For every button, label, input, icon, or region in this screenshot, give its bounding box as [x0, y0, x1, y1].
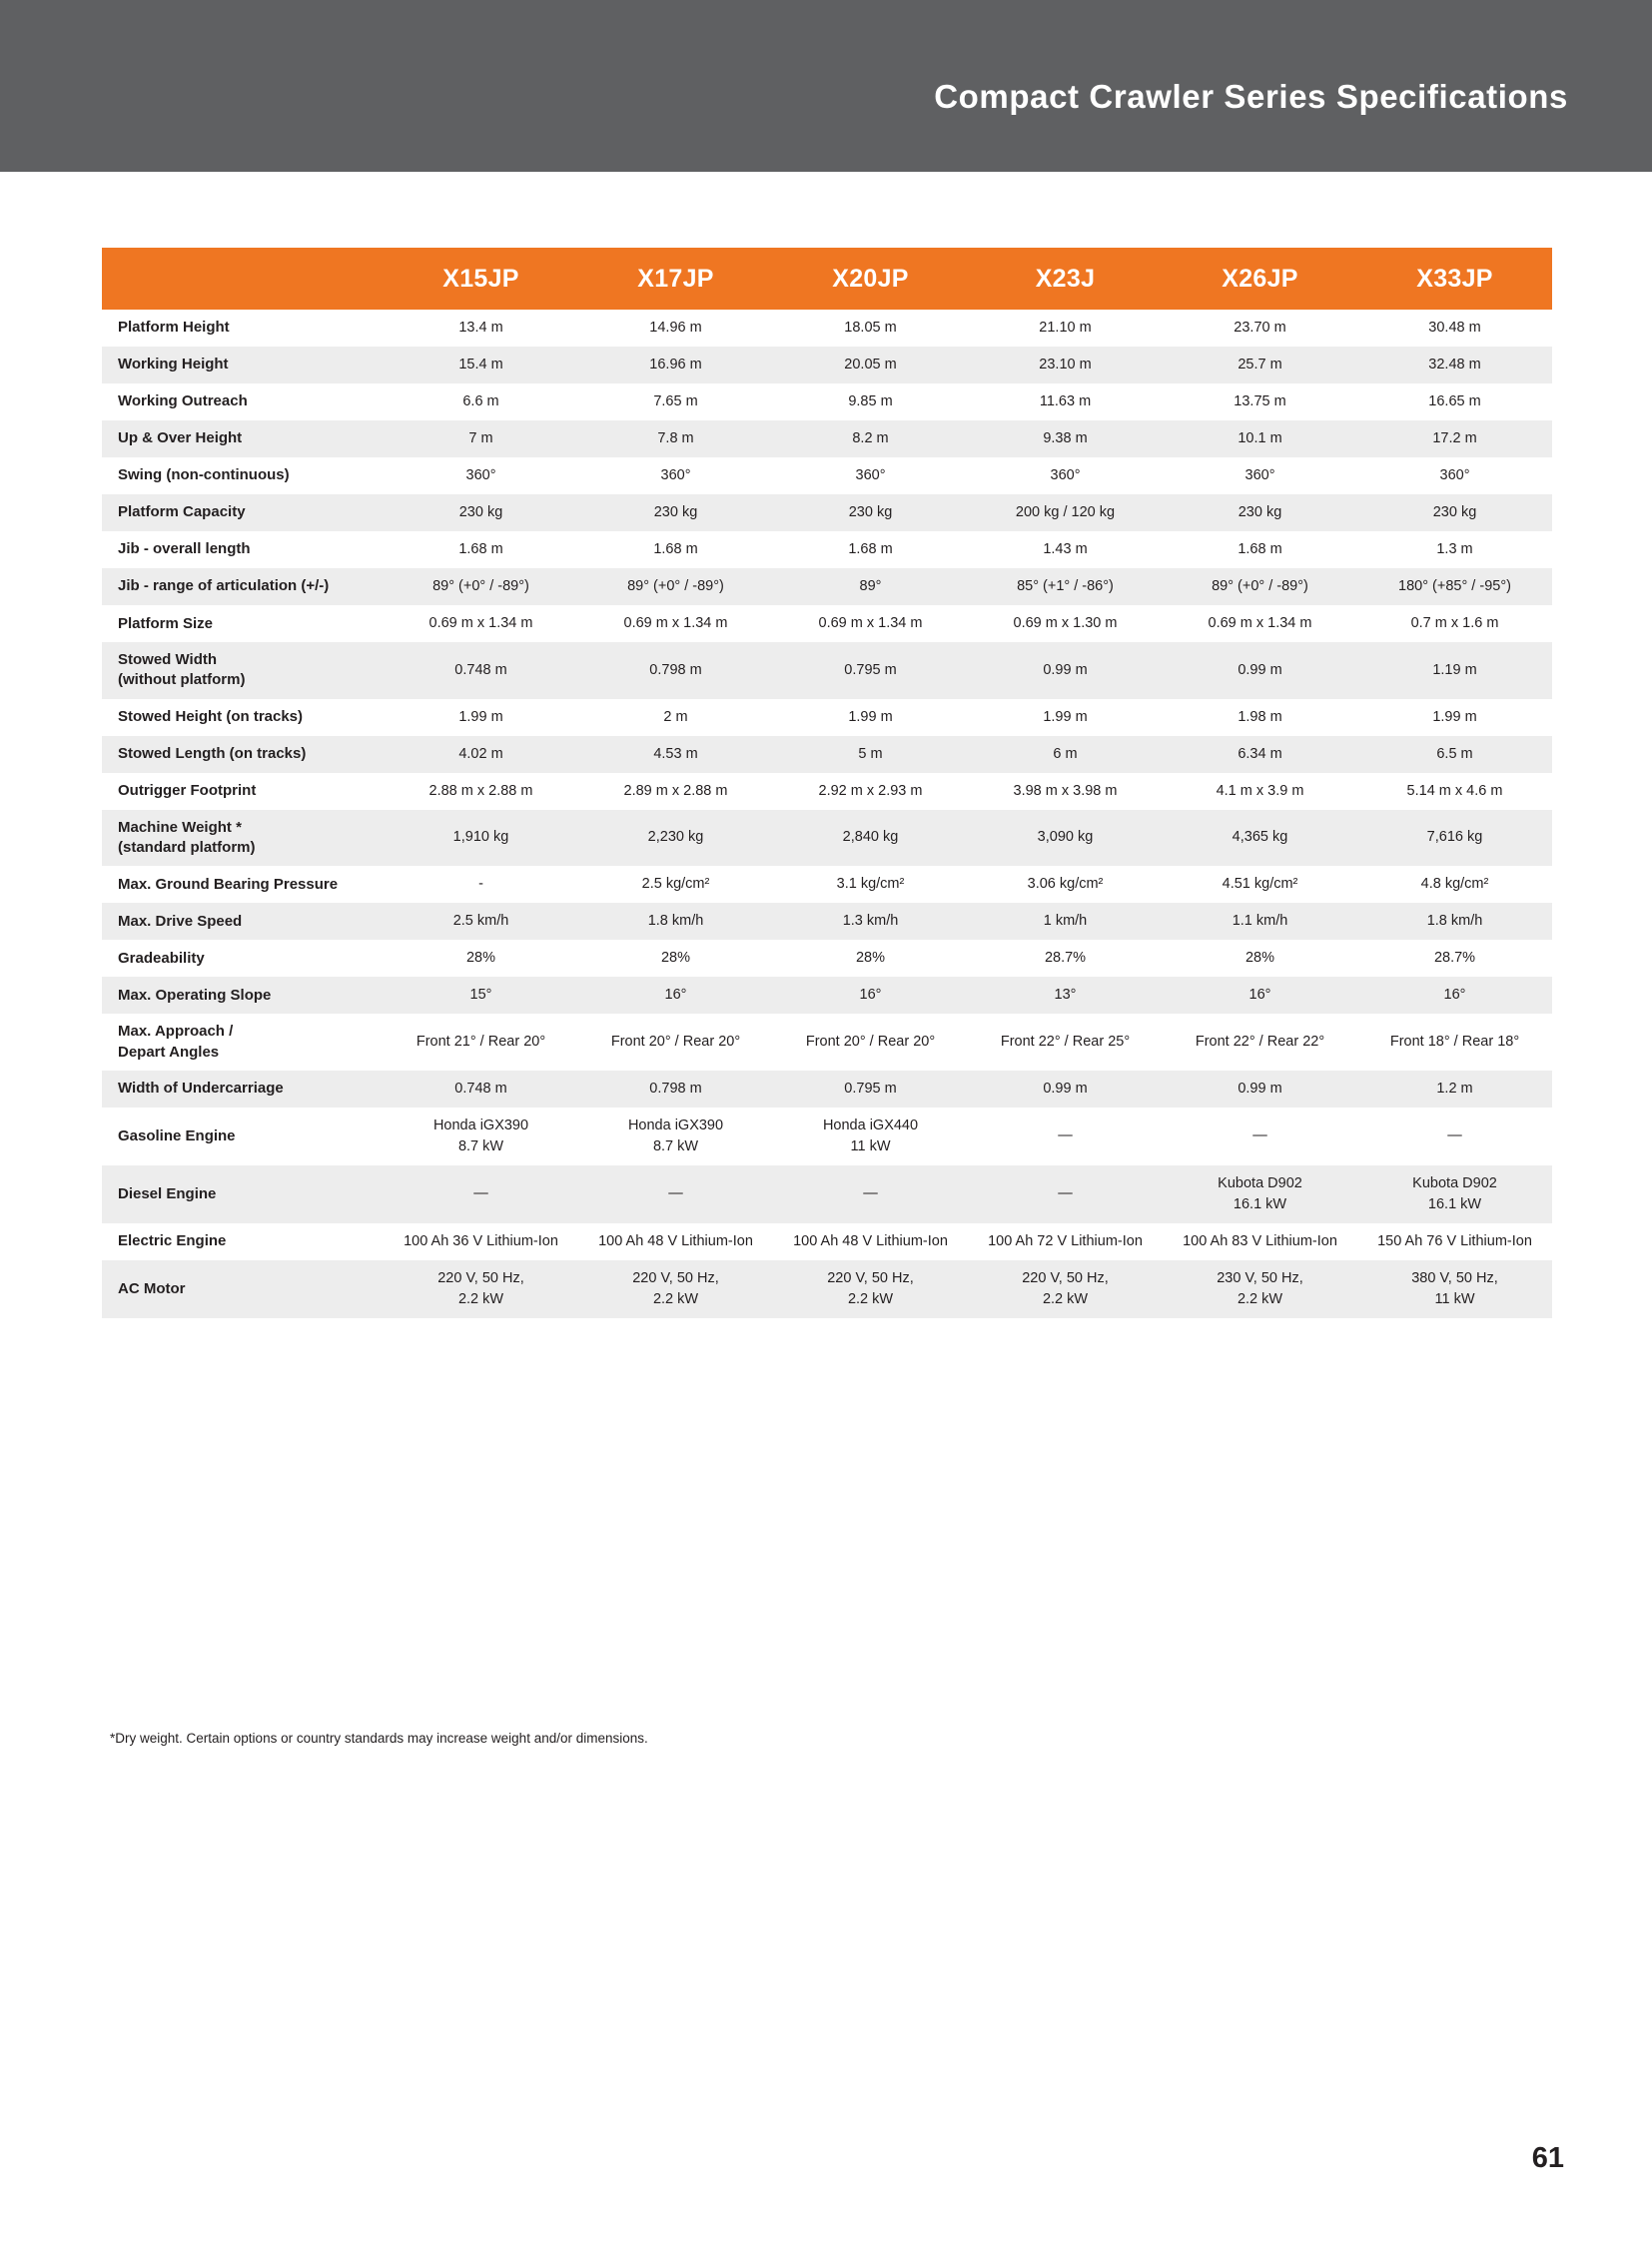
row-value: 4.51 kg/cm²	[1163, 866, 1357, 903]
row-value: 11.63 m	[968, 383, 1163, 420]
row-value: 28%	[773, 940, 968, 977]
row-value: 16°	[773, 977, 968, 1014]
row-value: Front 18° / Rear 18°	[1357, 1014, 1552, 1071]
row-value: 1.99 m	[1357, 699, 1552, 736]
row-value: 9.38 m	[968, 420, 1163, 457]
row-value: 180° (+85° / -95°)	[1357, 568, 1552, 605]
row-value: Kubota D902 16.1 kW	[1357, 1165, 1552, 1223]
row-value: 230 V, 50 Hz, 2.2 kW	[1163, 1260, 1357, 1318]
row-value: —	[968, 1165, 1163, 1223]
row-value: 28%	[1163, 940, 1357, 977]
row-value: 0.798 m	[578, 1071, 773, 1108]
row-value: 2 m	[578, 699, 773, 736]
table-row	[102, 940, 1552, 977]
row-value: 1.68 m	[773, 531, 968, 568]
row-value: —	[968, 1108, 1163, 1165]
row-value: -	[384, 866, 578, 903]
row-value: 360°	[578, 457, 773, 494]
row-value: 0.748 m	[384, 1071, 578, 1108]
row-value: 16°	[1357, 977, 1552, 1014]
row-label: Width of Undercarriage	[102, 1071, 384, 1108]
column-header-x33jp: X33JP	[1357, 248, 1552, 310]
row-value: 1.99 m	[968, 699, 1163, 736]
row-value: —	[1163, 1108, 1357, 1165]
row-value: 16°	[578, 977, 773, 1014]
row-value: 3.1 kg/cm²	[773, 866, 968, 903]
row-value: 7,616 kg	[1357, 810, 1552, 867]
row-value: 0.7 m x 1.6 m	[1357, 605, 1552, 642]
row-label: Max. Approach / Depart Angles	[102, 1014, 384, 1071]
row-value: 220 V, 50 Hz, 2.2 kW	[578, 1260, 773, 1318]
table-row	[102, 1260, 1552, 1318]
row-value: Front 22° / Rear 25°	[968, 1014, 1163, 1071]
row-label: Swing (non-continuous)	[102, 457, 384, 494]
table-row	[102, 568, 1552, 605]
row-value: 2.5 km/h	[384, 903, 578, 940]
row-value: 25.7 m	[1163, 347, 1357, 383]
row-value: 230 kg	[384, 494, 578, 531]
row-label: Machine Weight * (standard platform)	[102, 810, 384, 867]
table-row	[102, 642, 1552, 699]
row-value: 28%	[384, 940, 578, 977]
row-value: 0.748 m	[384, 642, 578, 699]
table-row	[102, 605, 1552, 642]
row-value: 1.99 m	[773, 699, 968, 736]
row-value: 89° (+0° / -89°)	[578, 568, 773, 605]
table-row	[102, 1108, 1552, 1165]
row-value: 2.92 m x 2.93 m	[773, 773, 968, 810]
table-row	[102, 310, 1552, 347]
row-label: Gradeability	[102, 940, 384, 977]
table-row	[102, 810, 1552, 867]
row-value: 0.99 m	[1163, 642, 1357, 699]
row-value: 16°	[1163, 977, 1357, 1014]
row-value: 89°	[773, 568, 968, 605]
row-value: 0.798 m	[578, 642, 773, 699]
row-value: 89° (+0° / -89°)	[384, 568, 578, 605]
row-value: 1,910 kg	[384, 810, 578, 867]
row-value: 1.19 m	[1357, 642, 1552, 699]
specifications-table	[102, 248, 1552, 1318]
row-value: 16.65 m	[1357, 383, 1552, 420]
row-value: Front 21° / Rear 20°	[384, 1014, 578, 1071]
row-value: 13°	[968, 977, 1163, 1014]
table-row	[102, 1165, 1552, 1223]
row-value: 1.98 m	[1163, 699, 1357, 736]
row-value: 200 kg / 120 kg	[968, 494, 1163, 531]
table-row	[102, 866, 1552, 903]
row-value: 0.69 m x 1.30 m	[968, 605, 1163, 642]
table-row	[102, 1014, 1552, 1071]
row-value: 89° (+0° / -89°)	[1163, 568, 1357, 605]
row-value: 2,230 kg	[578, 810, 773, 867]
row-value: 21.10 m	[968, 310, 1163, 347]
row-value: 10.1 m	[1163, 420, 1357, 457]
column-header-x17jp: X17JP	[578, 248, 773, 310]
table-row	[102, 903, 1552, 940]
row-label: Max. Drive Speed	[102, 903, 384, 940]
row-value: 18.05 m	[773, 310, 968, 347]
row-value: 230 kg	[773, 494, 968, 531]
row-value: 100 Ah 83 V Lithium-Ion	[1163, 1223, 1357, 1260]
row-value: 220 V, 50 Hz, 2.2 kW	[968, 1260, 1163, 1318]
row-value: 4.02 m	[384, 736, 578, 773]
row-label: Stowed Height (on tracks)	[102, 699, 384, 736]
row-value: 0.99 m	[968, 642, 1163, 699]
specifications-table-container	[102, 248, 1552, 1318]
row-value: 15°	[384, 977, 578, 1014]
row-value: —	[773, 1165, 968, 1223]
footnote: *Dry weight. Certain options or country standards may increase weight and/or dimensions.	[110, 1731, 648, 1746]
row-value: 360°	[1357, 457, 1552, 494]
column-header-x15jp: X15JP	[384, 248, 578, 310]
row-value: 15.4 m	[384, 347, 578, 383]
table-row	[102, 699, 1552, 736]
row-value: 7.8 m	[578, 420, 773, 457]
page-number: 61	[1531, 2142, 1564, 2174]
table-row	[102, 531, 1552, 568]
row-value: 0.99 m	[1163, 1071, 1357, 1108]
row-value: 4.53 m	[578, 736, 773, 773]
row-value: 360°	[1163, 457, 1357, 494]
row-value: 6.6 m	[384, 383, 578, 420]
row-label: Max. Operating Slope	[102, 977, 384, 1014]
table-row	[102, 1223, 1552, 1260]
row-value: 1.8 km/h	[578, 903, 773, 940]
row-label: Up & Over Height	[102, 420, 384, 457]
row-value: 360°	[773, 457, 968, 494]
table-row	[102, 457, 1552, 494]
row-value: 1.2 m	[1357, 1071, 1552, 1108]
row-value: 28.7%	[1357, 940, 1552, 977]
table-body	[102, 310, 1552, 1318]
row-label: AC Motor	[102, 1260, 384, 1318]
row-value: 220 V, 50 Hz, 2.2 kW	[773, 1260, 968, 1318]
row-value: 0.795 m	[773, 1071, 968, 1108]
row-value: 4.1 m x 3.9 m	[1163, 773, 1357, 810]
row-value: 7.65 m	[578, 383, 773, 420]
row-value: 1.43 m	[968, 531, 1163, 568]
row-value: 5 m	[773, 736, 968, 773]
row-label: Jib - range of articulation (+/-)	[102, 568, 384, 605]
row-value: 14.96 m	[578, 310, 773, 347]
row-label: Diesel Engine	[102, 1165, 384, 1223]
row-value: 1.68 m	[578, 531, 773, 568]
row-value: 16.96 m	[578, 347, 773, 383]
row-value: 0.69 m x 1.34 m	[578, 605, 773, 642]
table-row	[102, 736, 1552, 773]
table-header-row	[102, 248, 1552, 310]
row-value: Honda iGX390 8.7 kW	[384, 1108, 578, 1165]
row-value: 6.34 m	[1163, 736, 1357, 773]
row-label: Stowed Width (without platform)	[102, 642, 384, 699]
row-value: 2,840 kg	[773, 810, 968, 867]
row-value: 100 Ah 36 V Lithium-Ion	[384, 1223, 578, 1260]
table-row	[102, 1071, 1552, 1108]
row-value: 1.3 km/h	[773, 903, 968, 940]
page-title: Compact Crawler Series Specifications	[934, 78, 1568, 115]
row-label: Platform Height	[102, 310, 384, 347]
row-value: 1.8 km/h	[1357, 903, 1552, 940]
row-value: 0.69 m x 1.34 m	[1163, 605, 1357, 642]
row-value: 1.68 m	[384, 531, 578, 568]
row-value: 2.88 m x 2.88 m	[384, 773, 578, 810]
row-value: 85° (+1° / -86°)	[968, 568, 1163, 605]
row-label: Platform Size	[102, 605, 384, 642]
column-header-x26jp: X26JP	[1163, 248, 1357, 310]
row-value: 28.7%	[968, 940, 1163, 977]
table-row	[102, 420, 1552, 457]
row-value: 3.98 m x 3.98 m	[968, 773, 1163, 810]
row-value: 360°	[968, 457, 1163, 494]
row-value: 17.2 m	[1357, 420, 1552, 457]
row-value: 30.48 m	[1357, 310, 1552, 347]
row-label: Working Outreach	[102, 383, 384, 420]
row-value: 23.10 m	[968, 347, 1163, 383]
row-value: 2.89 m x 2.88 m	[578, 773, 773, 810]
row-value: 7 m	[384, 420, 578, 457]
row-value: 1.68 m	[1163, 531, 1357, 568]
row-value: 1 km/h	[968, 903, 1163, 940]
row-value: —	[384, 1165, 578, 1223]
row-value: 13.4 m	[384, 310, 578, 347]
table-row	[102, 347, 1552, 383]
column-header-x23j: X23J	[968, 248, 1163, 310]
row-value: Honda iGX440 11 kW	[773, 1108, 968, 1165]
row-value: 360°	[384, 457, 578, 494]
row-label: Platform Capacity	[102, 494, 384, 531]
row-value: 0.795 m	[773, 642, 968, 699]
row-value: 380 V, 50 Hz, 11 kW	[1357, 1260, 1552, 1318]
column-header-label	[102, 248, 384, 310]
row-label: Max. Ground Bearing Pressure	[102, 866, 384, 903]
row-value: Honda iGX390 8.7 kW	[578, 1108, 773, 1165]
row-value: 1.1 km/h	[1163, 903, 1357, 940]
row-value: 0.69 m x 1.34 m	[773, 605, 968, 642]
row-value: 32.48 m	[1357, 347, 1552, 383]
row-value: 6.5 m	[1357, 736, 1552, 773]
row-value: 0.69 m x 1.34 m	[384, 605, 578, 642]
row-value: 0.99 m	[968, 1071, 1163, 1108]
row-value: 100 Ah 48 V Lithium-Ion	[773, 1223, 968, 1260]
row-value: —	[578, 1165, 773, 1223]
row-value: 1.99 m	[384, 699, 578, 736]
table-row	[102, 494, 1552, 531]
row-value: 230 kg	[1163, 494, 1357, 531]
row-label: Electric Engine	[102, 1223, 384, 1260]
row-value: 9.85 m	[773, 383, 968, 420]
row-value: 3.06 kg/cm²	[968, 866, 1163, 903]
row-label: Stowed Length (on tracks)	[102, 736, 384, 773]
row-value: 6 m	[968, 736, 1163, 773]
row-value: 13.75 m	[1163, 383, 1357, 420]
row-value: Front 20° / Rear 20°	[773, 1014, 968, 1071]
row-label: Jib - overall length	[102, 531, 384, 568]
row-value: 230 kg	[578, 494, 773, 531]
row-value: 4,365 kg	[1163, 810, 1357, 867]
table-header	[102, 248, 1552, 310]
row-value: 2.5 kg/cm²	[578, 866, 773, 903]
row-value: 4.8 kg/cm²	[1357, 866, 1552, 903]
row-value: 1.3 m	[1357, 531, 1552, 568]
row-value: 3,090 kg	[968, 810, 1163, 867]
row-value: —	[1357, 1108, 1552, 1165]
row-value: 220 V, 50 Hz, 2.2 kW	[384, 1260, 578, 1318]
table-row	[102, 977, 1552, 1014]
row-value: 5.14 m x 4.6 m	[1357, 773, 1552, 810]
column-header-x20jp: X20JP	[773, 248, 968, 310]
row-value: Front 20° / Rear 20°	[578, 1014, 773, 1071]
row-label: Gasoline Engine	[102, 1108, 384, 1165]
row-label: Outrigger Footprint	[102, 773, 384, 810]
row-value: 28%	[578, 940, 773, 977]
row-value: 150 Ah 76 V Lithium-Ion	[1357, 1223, 1552, 1260]
table-row	[102, 773, 1552, 810]
row-label: Working Height	[102, 347, 384, 383]
row-value: 100 Ah 72 V Lithium-Ion	[968, 1223, 1163, 1260]
table-row	[102, 383, 1552, 420]
row-value: 230 kg	[1357, 494, 1552, 531]
row-value: 23.70 m	[1163, 310, 1357, 347]
row-value: 8.2 m	[773, 420, 968, 457]
row-value: Front 22° / Rear 22°	[1163, 1014, 1357, 1071]
row-value: 20.05 m	[773, 347, 968, 383]
row-value: 100 Ah 48 V Lithium-Ion	[578, 1223, 773, 1260]
row-value: Kubota D902 16.1 kW	[1163, 1165, 1357, 1223]
